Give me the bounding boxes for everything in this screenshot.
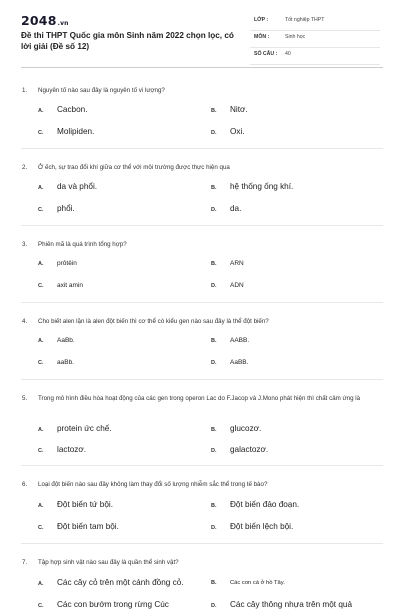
question-3 [0,226,400,303]
option-d[interactable] [211,357,248,369]
option-label: A. [38,108,44,114]
document-meta [250,14,380,65]
option-a[interactable] [38,258,77,270]
option-label: B. [211,580,217,586]
option-text: Nitơ. [230,105,248,114]
option-text: galactozơ. [230,445,269,454]
question-text: Trong mô hình điều hòa hoạt động của các gen trong operon Lac do F.Jacop và J.Mono phát hiện thì chất cảm ứng là [38,395,361,402]
option-label: D. [211,448,217,454]
option-d[interactable] [211,280,244,292]
option-label: A. [38,503,44,509]
question-5 [0,380,400,466]
option-label: B. [211,338,217,344]
option-d[interactable] [211,126,245,138]
option-text: Các con cá ở hồ Tây. [230,580,285,586]
option-b[interactable] [211,423,261,435]
option-d[interactable] [211,521,293,533]
option-label: A. [38,261,44,267]
question-number: 6. [22,481,28,488]
meta-label: LỚP : [254,17,269,23]
option-label: C. [38,207,44,213]
option-label: C. [38,130,44,136]
meta-row-subject [250,31,380,48]
option-text: ARN [230,260,244,267]
question-number: 3. [22,241,28,248]
option-text: Đột biến lệch bội. [230,522,294,531]
option-text: AaBB. [230,359,249,366]
option-label: D. [211,360,217,366]
option-label: A. [38,185,44,191]
option-d[interactable] [211,444,268,456]
option-label: A. [38,581,44,587]
option-text: Các cây cỏ trên một cánh đồng cỏ. [57,578,184,587]
question-7 [0,544,400,614]
option-label: B. [211,261,217,267]
logo-suffix: .vn [57,20,69,27]
question-list [0,72,400,614]
question-text: Cho biết alen lặn là alen đột biến thì cơ thể có kiểu gen nào sau đây là thể đột biến? [38,318,269,325]
option-text: Đột biến tứ bội. [57,500,114,509]
question-1 [0,72,400,149]
question-text: Phiên mã là quá trình tổng hợp? [38,241,127,248]
option-a[interactable] [38,423,112,435]
option-c[interactable] [38,444,86,456]
option-text: Cacbon. [57,105,88,114]
meta-value: 40 [285,51,291,57]
option-text: Oxi. [230,127,245,136]
option-text: Các cây thông nhựa trên một quả [230,600,352,609]
option-c[interactable] [38,599,169,611]
header-divider [21,67,383,68]
option-c[interactable] [38,280,83,292]
question-number: 2. [22,164,28,171]
option-a[interactable] [38,335,75,347]
meta-label: MÔN : [254,34,270,40]
option-b[interactable] [211,499,299,511]
option-label: D. [211,130,217,136]
option-label: C. [38,603,44,609]
question-2 [0,149,400,226]
option-text: prôtêin [57,260,77,267]
option-text: glucozơ. [230,424,262,433]
question-text: Nguyên tố nào sau đây là nguyên tố vi lượng? [38,87,165,94]
option-text: lactozơ. [57,445,87,454]
option-text: da và phổi. [57,182,98,191]
option-text: Các con bướm trong rừng Cúc [57,600,169,609]
option-text: axit amin [57,282,84,289]
option-b[interactable] [211,577,285,589]
option-text: phổi. [57,204,75,213]
option-label: D. [211,525,217,531]
option-label: C. [38,360,44,366]
option-c[interactable] [38,126,94,138]
question-text: Loại đột biến nào sau đây không làm thay đổi số lượng nhiễm sắc thể trong tế bào? [38,481,268,488]
option-b[interactable] [211,181,293,193]
option-d[interactable] [211,599,352,611]
option-label: A. [38,338,44,344]
document-header [0,0,400,80]
option-label: C. [38,283,44,289]
option-b[interactable] [211,258,244,270]
option-text: hệ thống ống khí. [230,182,294,191]
option-text: AaBb. [57,337,75,344]
option-label: B. [211,503,217,509]
option-label: D. [211,283,217,289]
site-logo[interactable] [21,13,69,28]
meta-value: Sinh học [285,34,306,40]
option-text: protein ức chế. [57,424,112,433]
question-number: 5. [22,395,28,402]
option-a[interactable] [38,499,113,511]
option-c[interactable] [38,203,75,215]
question-text: Tập hợp sinh vật nào sau đây là quần thể sinh vật? [38,559,179,566]
option-label: D. [211,207,217,213]
option-label: A. [38,427,44,433]
option-text: ADN [230,282,244,289]
question-6 [0,466,400,544]
option-c[interactable] [38,357,74,369]
question-number: 1. [22,87,28,94]
option-label: C. [38,448,44,454]
option-label: C. [38,525,44,531]
question-number: 7. [22,559,28,566]
option-text: Molipiden. [57,127,95,136]
option-label: D. [211,603,217,609]
meta-row-class [250,14,380,31]
option-a[interactable] [38,577,184,589]
meta-value: Tốt nghiệp THPT [285,17,325,23]
option-text: da. [230,204,242,213]
option-a[interactable] [38,104,88,116]
meta-row-question-count [250,48,380,65]
question-4 [0,303,400,380]
option-text: aaBb. [57,359,74,366]
option-a[interactable] [38,181,97,193]
question-text: Ở ếch, sự trao đổi khí giữa cơ thể với môi trường được thực hiện qua [38,164,230,171]
option-text: Đột biến đảo đoạn. [230,500,300,509]
option-b[interactable] [211,104,248,116]
meta-label: SỐ CÂU : [254,51,278,57]
option-b[interactable] [211,335,249,347]
option-c[interactable] [38,521,119,533]
option-label: B. [211,185,217,191]
option-d[interactable] [211,203,241,215]
page-title: Đề thi THPT Quốc gia môn Sinh năm 2022 chọn lọc, có lời giải (Đề số 12) [21,31,234,51]
option-label: B. [211,108,217,114]
option-label: B. [211,427,217,433]
option-text: Đột biến tam bội. [57,522,119,531]
question-number: 4. [22,318,28,325]
option-text: AABB. [230,337,250,344]
logo-text: 2048 [21,13,57,28]
